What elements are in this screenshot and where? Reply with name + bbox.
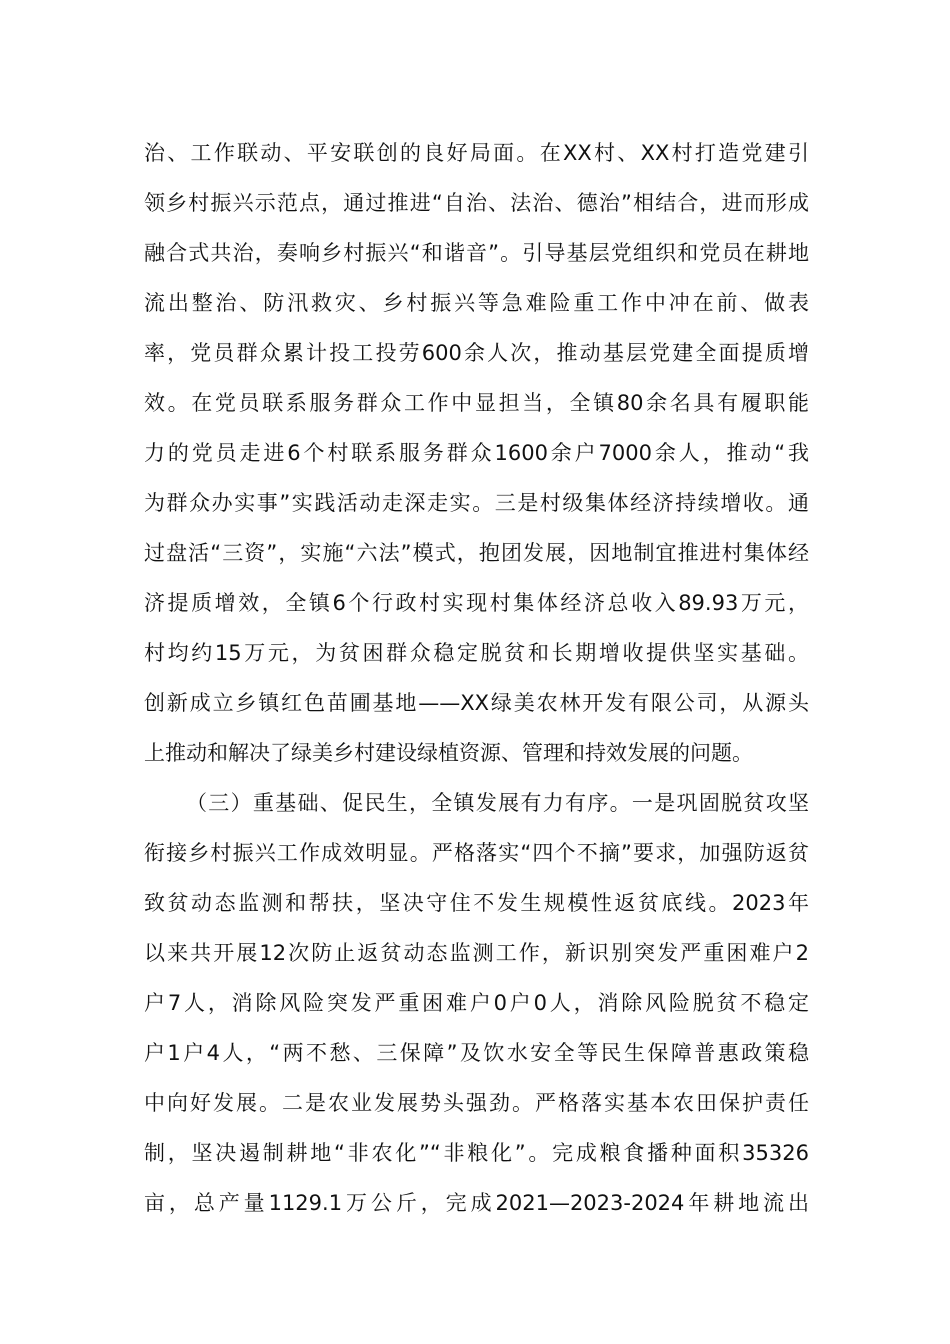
- text-line: 户1户4人，“两不愁、三保障”及饮水安全等民生保障普惠政策稳: [144, 1041, 809, 1065]
- text-line: 过盘活“三资”，实施“六法”模式，抱团发展，因地制宜推进村集体经: [144, 541, 809, 565]
- text-line: 率，党员群众累计投工投劳600余人次，推动基层党建全面提质增: [144, 341, 809, 365]
- text-line: 户7人，消除风险突发严重困难户0户0人，消除风险脱贫不稳定: [144, 991, 809, 1015]
- text-line: 致贫动态监测和帮扶，坚决守住不发生规模性返贫底线。2023年: [144, 891, 809, 915]
- text-line: 为群众办实事”实践活动走深走实。三是村级集体经济持续增收。通: [144, 491, 809, 515]
- text-line: 济提质增效，全镇6个行政村实现村集体经济总收入89.93万元，: [144, 591, 809, 615]
- text-line: 治、工作联动、平安联创的良好局面。在XX村、XX村打造党建引: [144, 141, 809, 165]
- document-body: [144, 128, 809, 1228]
- text-line: 村均约15万元，为贫困群众稳定脱贫和长期增收提供坚实基础。: [144, 641, 809, 665]
- text-line: （三）重基础、促民生，全镇发展有力有序。一是巩固脱贫攻坚: [186, 791, 809, 815]
- text-line: 力的党员走进6个村联系服务群众1600余户7000余人，推动“我: [144, 441, 809, 465]
- text-line: 中向好发展。二是农业发展势头强劲。严格落实基本农田保护责任: [144, 1091, 809, 1115]
- text-line: 亩，总产量1129.1万公斤，完成2021—2023-2024年耕地流出: [144, 1191, 809, 1215]
- text-line: 创新成立乡镇红色苗圃基地——XX绿美农林开发有限公司，从源头: [144, 691, 809, 715]
- text-line: 以来共开展12次防止返贫动态监测工作，新识别突发严重困难户2: [144, 941, 809, 965]
- text-line: 融合式共治，奏响乡村振兴“和谐音”。引导基层党组织和党员在耕地: [144, 241, 809, 265]
- text-line: 效。在党员联系服务群众工作中显担当，全镇80余名具有履职能: [144, 391, 809, 415]
- text-line: 流出整治、防汛救灾、乡村振兴等急难险重工作中冲在前、做表: [144, 291, 809, 315]
- text-line: 制，坚决遏制耕地“非农化”“非粮化”。完成粮食播种面积35326: [144, 1141, 809, 1165]
- text-line: 领乡村振兴示范点，通过推进“自治、法治、德治”相结合，进而形成: [144, 191, 809, 215]
- text-line: 衔接乡村振兴工作成效明显。严格落实“四个不摘”要求，加强防返贫: [144, 841, 809, 865]
- text-line: 上推动和解决了绿美乡村建设绿植资源、管理和持效发展的问题。: [144, 741, 753, 765]
